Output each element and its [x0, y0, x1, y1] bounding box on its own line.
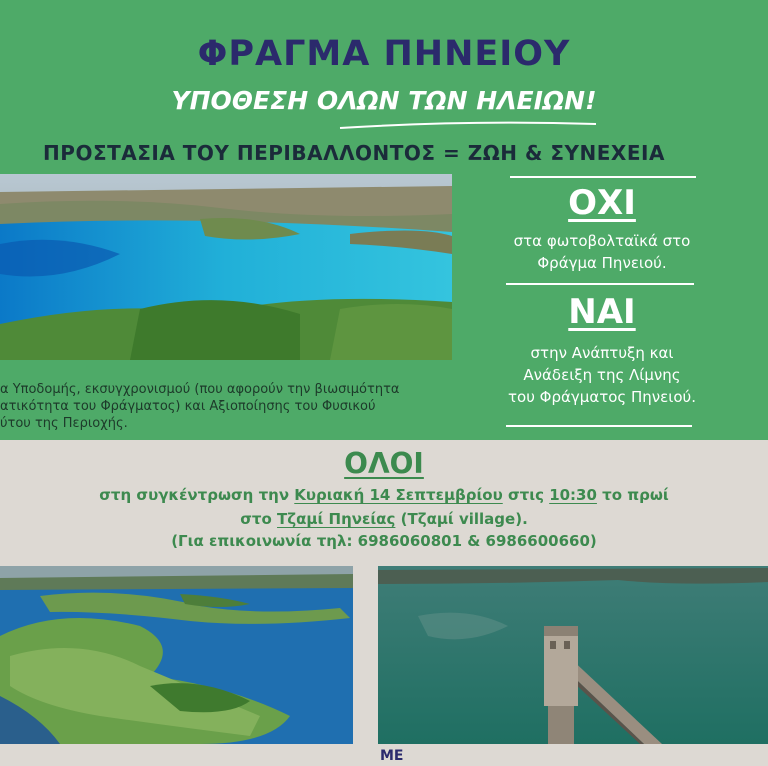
yes-text-line: στην Ανάπτυξη και [530, 344, 674, 362]
peninsula-aerial-photo [0, 566, 353, 744]
footer-text: ΜΕ [380, 748, 404, 764]
event-place: Τζαμί Πηνείας [277, 510, 396, 528]
event-text: στο [240, 510, 278, 528]
caption-line: α Υποδομής, εκσυγχρονισμού (που αφορούν την βιωσιμότητα [0, 382, 400, 397]
no-text [472, 230, 732, 274]
yes-text-line: του Φράγματος Πηνειού. [508, 388, 696, 406]
event-text: (Τζαμί village). [395, 510, 528, 528]
event-text: στις [502, 486, 550, 504]
event-text: στη συγκέντρωση την [99, 486, 295, 504]
divider [506, 425, 692, 427]
dam-tower-photo [378, 566, 768, 744]
event-text: το πρωί [596, 486, 669, 504]
no-text-line: Φράγμα Πηνειού. [537, 254, 667, 272]
event-time: 10:30 [549, 486, 597, 504]
all-heading: ΟΛΟΙ [344, 447, 424, 480]
yes-text [472, 342, 732, 408]
yes-text-line: Ανάδειξη της Λίμνης [523, 366, 681, 384]
project-caption [0, 381, 452, 432]
no-text-line: στα φωτοβολταϊκά στο [513, 232, 691, 250]
caption-line: ύτου της Περιοχής. [0, 416, 128, 431]
divider [506, 283, 694, 285]
yes-heading: ΝΑΙ [568, 292, 636, 332]
event-date: Κυριακή 14 Σεπτεμβρίου [294, 486, 503, 504]
poster-subtitle: ΥΠΟΘΕΣΗ ΟΛΩΝ ΤΩΝ ΗΛΕΙΩΝ! [171, 86, 597, 115]
divider [510, 176, 696, 178]
poster-title: ΦΡΑΓΜΑ ΠΗΝΕΙΟΥ [197, 34, 571, 74]
subtitle-swoosh [338, 120, 598, 130]
caption-line: ατικότητα του Φράγματος) και Αξιοποίησης του Φυσικού [0, 399, 376, 414]
event-line-1 [0, 486, 768, 504]
lake-aerial-photo [0, 174, 452, 360]
slogan: ΠΡΟΣΤΑΣΙΑ ΤΟΥ ΠΕΡΙΒΑΛΛΟΝΤΟΣ = ΖΩΗ & ΣΥΝΕΧΕΙΑ [43, 141, 665, 165]
no-heading: ΟΧΙ [568, 183, 636, 223]
contact-line: (Για επικοινωνία τηλ: 6986060801 & 6986600660) [171, 532, 597, 550]
event-line-2 [0, 510, 768, 528]
